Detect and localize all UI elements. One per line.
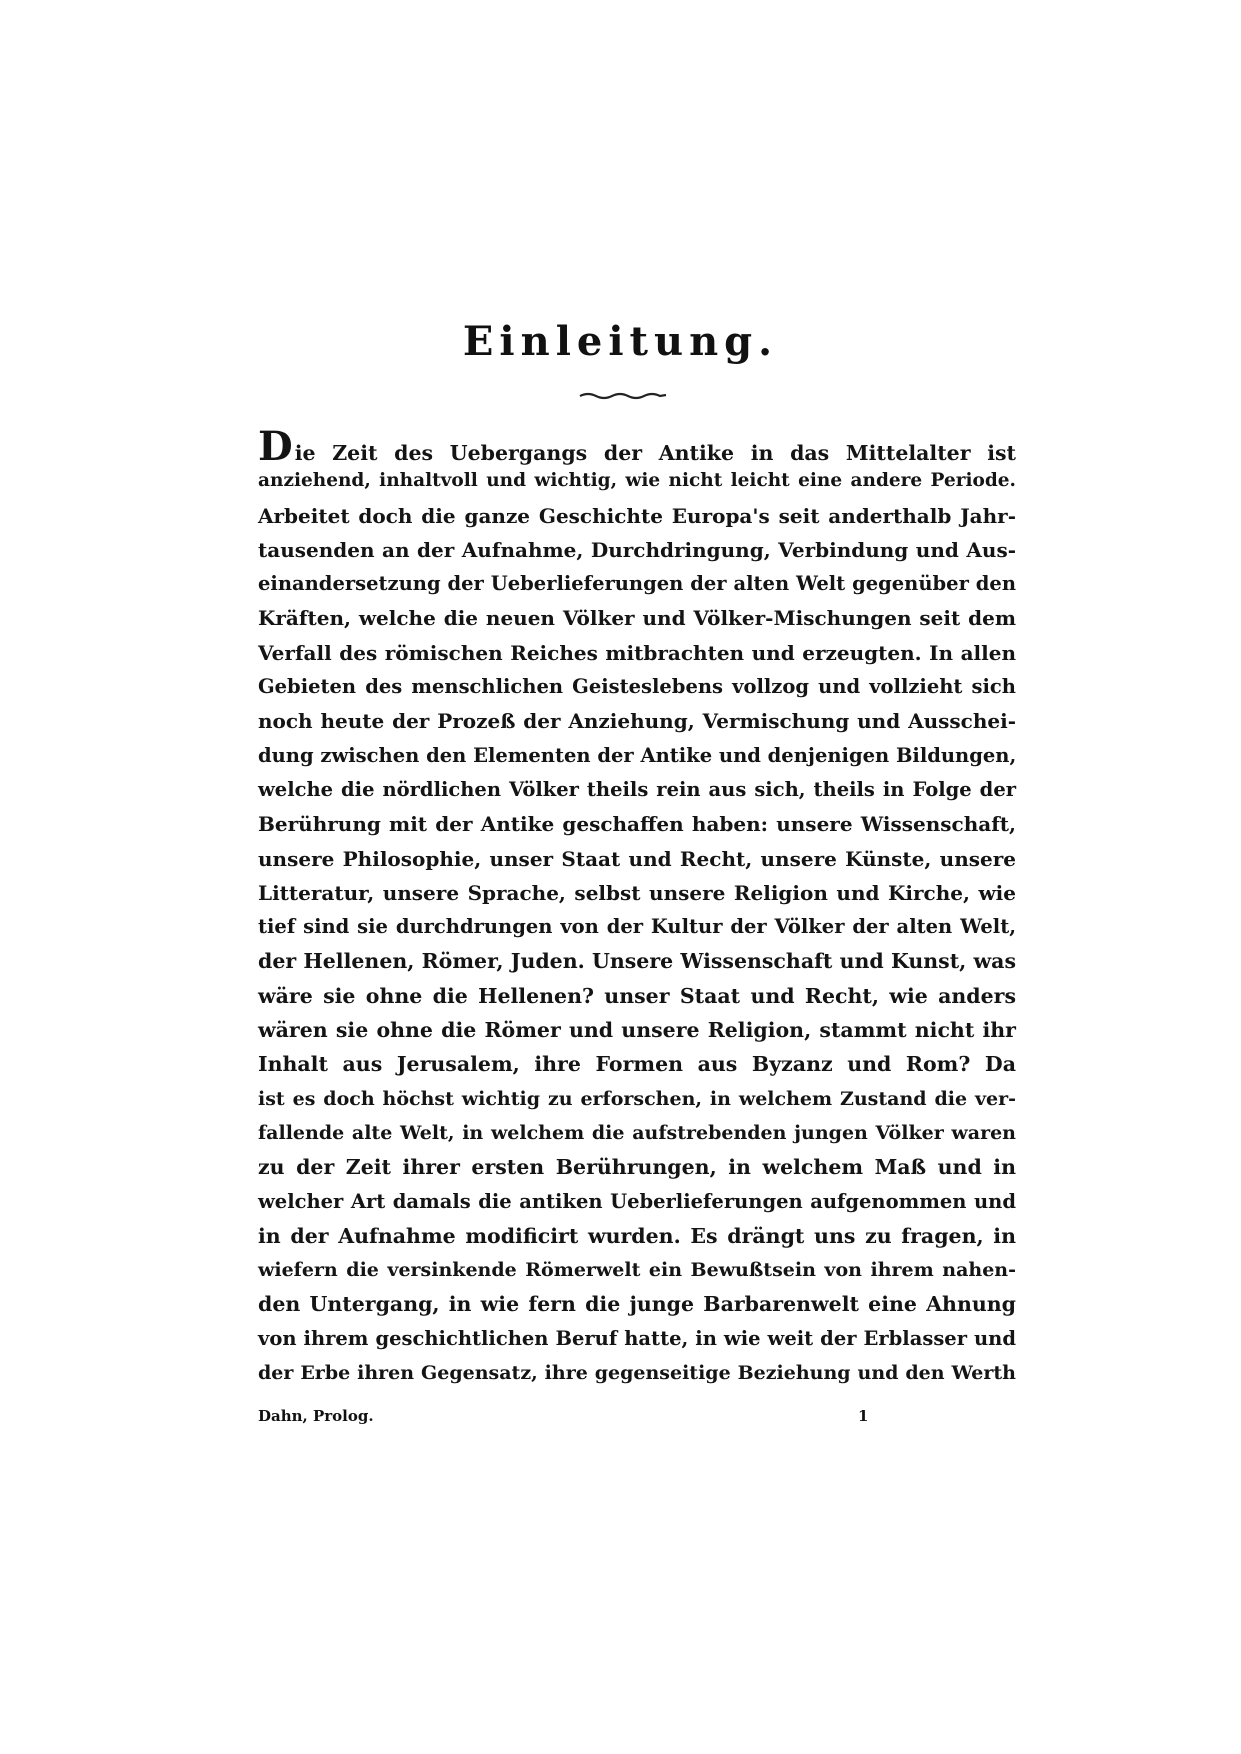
text-line: welcher Art damals die antiken Ueberlieferungen aufgenommen und bbox=[258, 1189, 1016, 1213]
text-line: fallende alte Welt, in welchem die aufstrebenden jungen Völker waren bbox=[258, 1121, 1016, 1144]
text-line: tausenden an der Aufnahme, Durchdringung, Verbindung und Aus- bbox=[258, 537, 1016, 562]
text-line: Litteratur, unsere Sprache, selbst unsere Religion und Kirche, wie bbox=[258, 880, 1016, 905]
text-line: unsere Philosophie, unser Staat und Recht, unsere Künste, unsere bbox=[258, 846, 1016, 871]
text-line: wiefern die versinkende Römerwelt ein Bewußtsein von ihrem nahen- bbox=[258, 1259, 1016, 1282]
text-line: zu der Zeit ihrer ersten Berührungen, in welchem Maß und in bbox=[258, 1155, 1016, 1180]
text-line: Kräften, welche die neuen Völker und Völker-Mischungen seit dem bbox=[258, 606, 1016, 631]
text-line: in der Aufnahme modificirt wurden. Es drängt uns zu fragen, in bbox=[258, 1223, 1016, 1248]
page-footer bbox=[258, 1407, 886, 1437]
text-line: welche die nördlichen Völker theils rein aus sich, theils in Folge der bbox=[258, 777, 1016, 801]
paragraph-first-line bbox=[258, 423, 1016, 470]
text-line: der Hellenen, Römer, Juden. Unsere Wissenschaft und Kunst, was bbox=[258, 949, 1016, 974]
paragraph-lines bbox=[258, 464, 1016, 1390]
text-line: wäre sie ohne die Hellenen? unser Staat und Recht, wie anders bbox=[258, 983, 1016, 1008]
text-line: tief sind sie durchdrungen von der Kultur der Völker der alten Welt, bbox=[258, 915, 1016, 939]
text-line: von ihrem geschichtlichen Beruf hatte, in wie weit der Erblasser und bbox=[258, 1326, 1016, 1350]
text-line: den Untergang, in wie fern die junge Barbarenwelt eine Ahnung bbox=[258, 1292, 1016, 1317]
text-line: Berührung mit der Antike geschaffen haben: unsere Wissenschaft, bbox=[258, 812, 1016, 837]
text-line: anziehend, inhaltvoll und wichtig, wie nicht leicht eine andere Periode. bbox=[258, 470, 1016, 492]
drop-initial: D bbox=[258, 423, 293, 470]
first-line-text: ie Zeit des Uebergangs der Antike in das Mittelalter ist bbox=[294, 441, 1016, 465]
text-line: ist es doch höchst wichtig zu erforschen, in welchem Zustand die ver- bbox=[258, 1087, 1016, 1110]
text-line: Inhalt aus Jerusalem, ihre Formen aus Byzanz und Rom? Da bbox=[258, 1052, 1016, 1077]
chapter-heading: Einleitung. bbox=[462, 318, 779, 365]
sheet-number: 1 bbox=[858, 1407, 869, 1425]
text-line: noch heute der Prozeß der Anziehung, Vermischung und Ausschei- bbox=[258, 709, 1016, 734]
text-line: Verfall des römischen Reiches mitbrachten und erzeugten. In allen bbox=[258, 640, 1016, 665]
ornament-divider bbox=[578, 388, 668, 402]
text-line: wären sie ohne die Römer und unsere Religion, stammt nicht ihr bbox=[258, 1018, 1016, 1043]
sheet-signature: Dahn, Prolog. bbox=[258, 1407, 374, 1425]
text-line: dung zwischen den Elementen der Antike und denjenigen Bildungen, bbox=[258, 743, 1017, 767]
main-paragraph bbox=[258, 423, 1017, 1390]
text-line: Gebieten des menschlichen Geisteslebens vollzog und vollzieht sich bbox=[258, 675, 1016, 699]
text-line: der Erbe ihren Gegensatz, ihre gegenseitige Beziehung und den Werth bbox=[258, 1362, 1016, 1385]
text-line: einandersetzung der Ueberlieferungen der alten Welt gegenüber den bbox=[258, 572, 1016, 596]
text-line: Arbeitet doch die ganze Geschichte Europa's seit anderthalb Jahr- bbox=[258, 503, 1016, 528]
